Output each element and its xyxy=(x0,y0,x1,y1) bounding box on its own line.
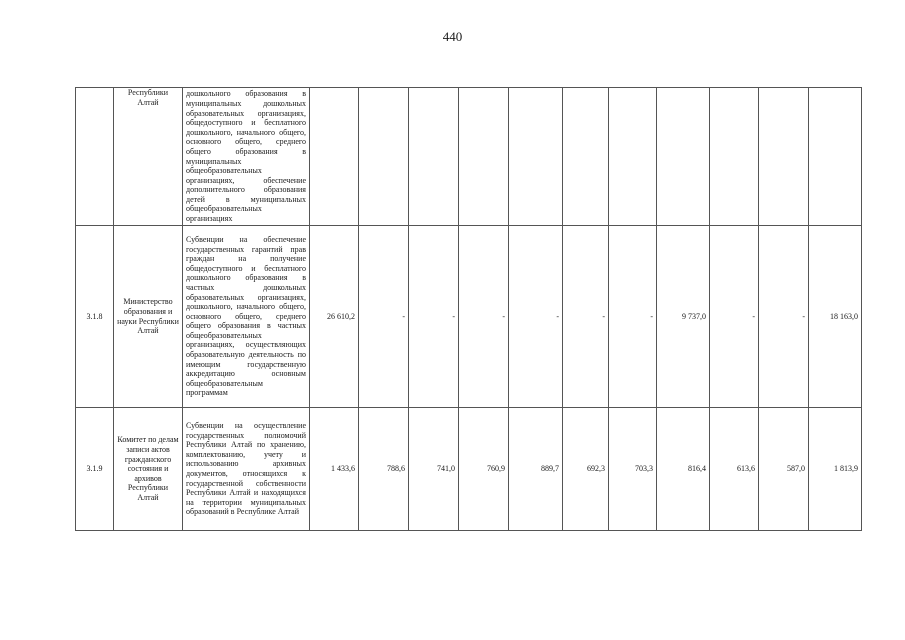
row-value: 26 610,2 xyxy=(310,226,359,408)
row-description: дошкольного образования в муниципальных дошкольных образовательных организациях, общедоступного и бесплатного дошкольного, начального общего, основного общего, среднего общего образования в муниципальных общеобразовательных организациях, обеспечение дополнительного образования детей в муниципальных общеобразовательных организациях xyxy=(183,88,310,226)
budget-table xyxy=(75,87,862,531)
row-value: - xyxy=(409,226,459,408)
row-value: - xyxy=(459,226,509,408)
row-value: 18 163,0 xyxy=(809,226,862,408)
row-value: - xyxy=(759,226,809,408)
row-value: 692,3 xyxy=(563,408,609,531)
row-description: Субвенции на обеспечение государственных гарантий прав граждан на получение общедоступного и бесплатного дошкольного образования в частных дошкольных образовательных организациях, дошкольного, начального общего, основного общего, среднего общего образования в частных общеобразовательных организациях, осуществляющих образовательную деятельность по имеющим государственную аккредитацию основным общеобразовательным программам xyxy=(183,226,310,408)
row-organization: Республики Алтай xyxy=(114,88,183,226)
row-value: 816,4 xyxy=(657,408,710,531)
row-value: 741,0 xyxy=(409,408,459,531)
row-value xyxy=(310,88,359,226)
row-code: 3.1.9 xyxy=(76,408,114,531)
row-value: 760,9 xyxy=(459,408,509,531)
row-organization: Министерство образования и науки Республики Алтай xyxy=(114,226,183,408)
row-value: 9 737,0 xyxy=(657,226,710,408)
row-value xyxy=(609,88,657,226)
row-value: - xyxy=(609,226,657,408)
row-value: 1 433,6 xyxy=(310,408,359,531)
row-value: - xyxy=(563,226,609,408)
row-value xyxy=(509,88,563,226)
row-value xyxy=(409,88,459,226)
row-value: 587,0 xyxy=(759,408,809,531)
table-row xyxy=(76,408,862,531)
row-organization: Комитет по делам записи актов гражданского состояния и архивов Республики Алтай xyxy=(114,408,183,531)
table-row xyxy=(76,226,862,408)
row-value: 788,6 xyxy=(359,408,409,531)
row-value: 889,7 xyxy=(509,408,563,531)
page-number: 440 xyxy=(442,29,463,44)
row-value xyxy=(710,88,759,226)
row-code xyxy=(76,88,114,226)
row-value xyxy=(563,88,609,226)
row-value: 1 813,9 xyxy=(809,408,862,531)
row-value: - xyxy=(710,226,759,408)
row-value: - xyxy=(509,226,563,408)
row-value xyxy=(459,88,509,226)
row-value xyxy=(657,88,710,226)
row-value xyxy=(759,88,809,226)
row-code: 3.1.8 xyxy=(76,226,114,408)
row-value xyxy=(809,88,862,226)
row-value: 703,3 xyxy=(609,408,657,531)
row-value: 613,6 xyxy=(710,408,759,531)
row-value: - xyxy=(359,226,409,408)
row-description: Субвенции на осуществление государственных полномочий Республики Алтай по хранению, комплектованию, учету и использованию архивных документов, относящихся к государственной собственности Республики Алтай и находящихся на территории муниципальных образований в Республике Алтай xyxy=(183,408,310,531)
table-row xyxy=(76,88,862,226)
row-value xyxy=(359,88,409,226)
